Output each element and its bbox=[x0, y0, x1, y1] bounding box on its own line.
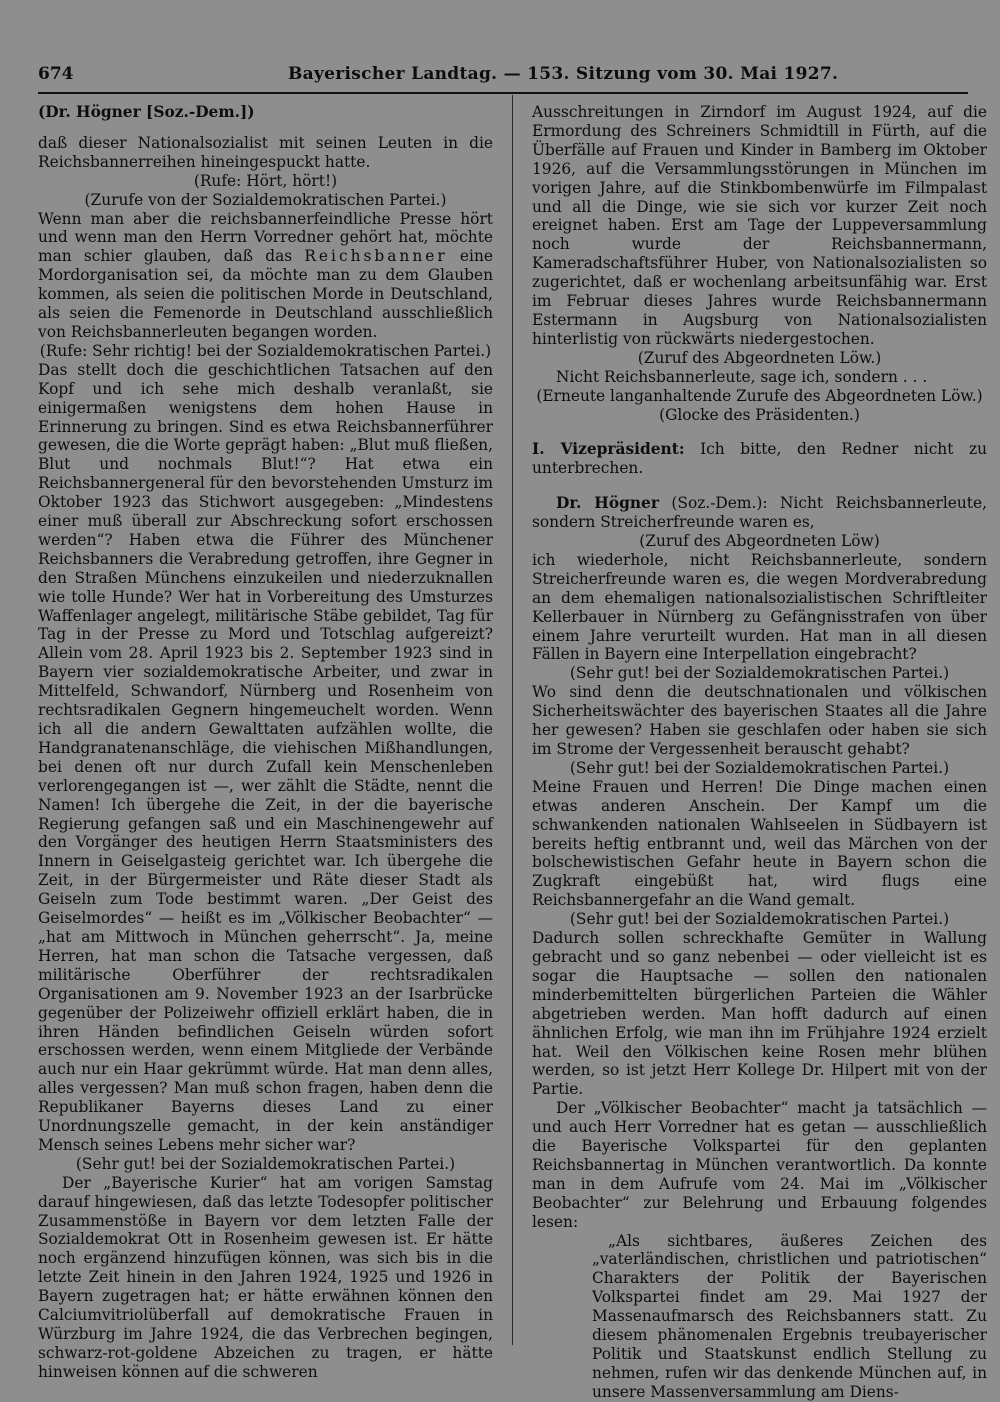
paragraph: ich wiederhole, nicht Reichsbannerleute, sondern Streicherfreunde waren es, die wegen Mordverabredung an dem ehemaligen nationalsozialistischen Schriftleiter Kellerbauer in Nürnberg zu Gefängnisstrafen von über einem Jahre verurteilt wurden. Hat man in all diesen Fällen in Bayern eine Interpellation eingebracht? bbox=[532, 550, 987, 664]
interjection: (Zurufe von der Sozialdemokratischen Partei.) bbox=[84, 190, 447, 209]
paragraph bbox=[38, 210, 493, 342]
interjection: (Zuruf des Abgeordneten Löw.) bbox=[637, 348, 882, 367]
paragraph: Der „Völkischer Beobachter“ macht ja tatsächlich — und auch Herr Vorredner hat es getan — ausschließlich die Bayerische Volkspartei für den geplanten Reichsbannertag in München verantwortlich. Da konnte man in dem Aufrufe vom 24. Mai im „Völkischer Beobachter“ zur Belehrung und Erbauung folgendes lesen: bbox=[532, 1099, 987, 1231]
column-divider bbox=[512, 95, 513, 1345]
paragraph: Nicht Reichsbannerleute, sage ich, sondern . . . bbox=[556, 367, 928, 386]
speaker-heading: (Dr. Högner [Soz.-Dem.]) bbox=[38, 103, 255, 121]
paragraph: Das stellt doch die geschichtlichen Tatsachen auf den Kopf und ich sehe mich deshalb veranlaßt, sie einigermaßen wenigstens dem hohen Hause in Erinnerung zu bringen. Sind es etwa Reichsbannerführer gewesen, die die Worte geprägt haben: „Blut muß fließen, Blut und nochmals Blut!“? Hat etwa ein Reichsbannergeneral für den bevorstehenden Umsturz im Oktober 1923 das Stichwort ausgegeben: „Mindestens einer muß überall zur Abschreckung sofort erschossen werden“? Haben etwa die Führer des Münchener Reichsbanners die Verabredung getroffen, ihre Gegner in den Straßen Münchens einzukeilen und niederzuknallen wie tolle Hunde? Wer hat in Vorbereitung des Umsturzes Waffenlager angelegt, militärische Stäbe gebildet, Tag für Tag in der Presse zu Mord und Totschlag aufgereizt? Allein vom 28. April 1923 bis 2. September 1923 sind in Bayern vier sozialdemokratische Arbeiter, und zwar in Mittelfeld, Schwandorf, Nürnberg und Rosenheim von rechtsradikalen Gegnern hingemeuchelt worden. Wenn ich all die andern Gewalttaten aufzählen wollte, die Handgranatenanschläge, die viehischen Mißhandlungen, bei denen oft nur durch Zufall kein Menschenleben verlorengegangen ist —, wer zählt die Städte, nennt die Namen! Ich übergehe die Zeit, in der die bayerische Regierung gefangen saß und ein Maschinengewehr auf den Vorgänger des heutigen Herrn Staatsministers des Innern in Geiselgasteig gerichtet war. Ich übergehe die Zeit, in der Bürgermeister und Räte dieser Stadt als Geiseln zum Tode bestimmt waren. „Der Geist des Geiselmordes“ — heißt es im „Völkischer Beobachter“ — „hat am Mittwoch in München geherrscht“. Ja, meine Herren, hat man schon die Tatsache vergessen, daß militärische Oberführer der rechtsradikalen Organisationen am 9. November 1923 an der Isarbrücke gegenüber der Polizeiwehr offiziell erklärt haben, die in ihren Händen befindlichen Geiseln würden sofort erschossen werden, wenn einem Mitgliede der Verbände auch nur ein Haar gekrümmt würde. Hat man denn alles, alles vergessen? Man muß schon fragen, haben denn die Republikaner Bayerns dieses Land zu einer Unordnungszelle gemacht, in der kein anständiger Mensch seines Lebens mehr sicher war? bbox=[38, 360, 493, 1154]
text-run: Wenn man aber die reichsbannerfeindliche Presse hört und wenn man den Herrn Vorredner gehört hat, möchte man schier glauben, daß das bbox=[38, 209, 493, 266]
right-column bbox=[532, 103, 987, 1401]
paragraph: Meine Frauen und Herren! Die Dinge machen einen etwas anderen Anschein. Der Kampf um die schwankenden nationalen Wahlseelen in Südbayern ist bereits heftig entbrannt und, weil das Märchen von der bolschewistischen Gefahr heute in Bayern schon die Zugkraft eingebüßt hat, wird flugs eine Reichsbannergefahr an die Wand gemalt. bbox=[532, 777, 987, 910]
interjection: (Sehr gut! bei der Sozialdemokratischen Partei.) bbox=[569, 910, 950, 929]
spaced-word: Reichsbanner bbox=[304, 247, 448, 266]
interjection: (Erneute langanhaltende Zurufe des Abgeordneten Löw.) bbox=[536, 386, 983, 405]
speaker-remark bbox=[532, 494, 987, 532]
interjection: (Glocke des Präsidenten.) bbox=[659, 405, 860, 424]
paragraph: Dadurch sollen schreckhafte Gemüter in Wallung gebracht und so ganz nebenbei — oder vielleicht ist es sogar die Hauptsache — sollen den nationalen minderbemittelten bürgerlichen Parteien die Wähler abgetrieben werden. Man hofft dadurch auf einen ähnlichen Erfolg, wie man ihn im Frühjahre 1924 erzielt hat. Weil den Völkischen keine Rosen mehr blühen werden, so ist jetzt Herr Kollege Dr. Hilpert mit von der Partie. bbox=[532, 929, 987, 1099]
speaker-label: Dr. Högner bbox=[556, 494, 659, 513]
block-quote: „Als sichtbares, äußeres Zeichen des „vaterländischen, christlichen und patriotischen“ Charakters der Politik der Bayerischen Volkspartei findet am 29. Mai 1927 der Massenaufmarsch des Reichsbanners statt. Zu diesem phänomenalen Ergebnis treubayerischer Politik und Staatskunst endlich Stellung zu nehmen, rufen wir das denkende München auf, in unsere Massenversammlung am Diens- bbox=[592, 1231, 987, 1401]
left-column bbox=[38, 103, 493, 1381]
paragraph: Wo sind denn die deutschnationalen und völkischen Sicherheitswächter des bayerischen Staates all die Jahre her gewesen? Haben sie geschlafen oder haben sie sich im Strome der Vergessenheit berauscht gehabt? bbox=[532, 683, 987, 758]
speaker-label: I. Vizepräsident: bbox=[532, 440, 685, 459]
page-header bbox=[38, 62, 968, 94]
interjection: (Sehr gut! bei der Sozialdemokratischen Partei.) bbox=[569, 758, 950, 777]
text-run: Ich bitte, den Redner nicht zu unterbrechen. bbox=[532, 440, 987, 478]
text-run: eine Mordorganisation sei, da möchte man zu dem Glauben kommen, als seien die politischen Morde in Deutschland, als seien die Femenorde in Deutschland ausschließlich von Reichsbannerleuten begangen worden. bbox=[38, 247, 493, 341]
interjection: (Sehr gut! bei der Sozialdemokratischen Partei.) bbox=[569, 664, 950, 683]
vice-president-remark bbox=[532, 440, 987, 478]
paragraph: Ausschreitungen in Zirndorf im August 1924, auf die Ermordung des Schreiners Schmidtill in Fürth, auf die Überfälle auf Frauen und Kinder in Bamberg im Oktober 1926, auf die Versammlungsstörungen in München im vorigen Jahre, auf die Stinkbombenwürfe im Filmpalast und all die Dinge, wie sie sich vor kurzer Zeit noch ereignet haben. Erst am Tage der Luppeversammlung noch wurde der Reichsbannermann, Kameradschaftsführer Huber, von Nationalsozialisten so zugerichtet, daß er wochenlang arbeitsunfähig war. Erst im Februar dieses Jahres wurde Reichsbannermann Estermann in Augsburg von Nationalsozialisten hinterlistig von rückwärts niedergestochen. bbox=[532, 103, 987, 348]
interjection: (Zuruf des Abgeordneten Löw) bbox=[639, 532, 880, 551]
text-run: (Soz.-Dem.): Nicht Reichsbannerleute, sondern Streicherfreunde waren es, bbox=[532, 494, 987, 532]
interjection: (Rufe: Sehr richtig! bei der Sozialdemokratischen Partei.) bbox=[39, 341, 492, 360]
interjection: (Rufe: Hört, hört!) bbox=[193, 171, 338, 190]
page-number: 674 bbox=[38, 64, 74, 84]
running-head: Bayerischer Landtag. — 153. Sitzung vom 30. Mai 1927. bbox=[288, 64, 839, 84]
paragraph: daß dieser Nationalsozialist mit seinen Leuten in die Reichsbannerreihen hineingespuckt hatte. bbox=[38, 133, 493, 171]
interjection: (Sehr gut! bei der Sozialdemokratischen Partei.) bbox=[75, 1154, 456, 1173]
paragraph: Der „Bayerische Kurier“ hat am vorigen Samstag darauf hingewiesen, daß das letzte Todesopfer politischer Zusammenstöße in Bayern vor dem letzten Falle der Sozialdemokrat Ott in Rosenheim gewesen ist. Er hätte noch ergänzend hinzufügen können, was sich bis in die letzte Zeit hinein in den Jahren 1924, 1925 und 1926 in Bayern zugetragen hat; er hätte erwähnen können den Calciumvitriolüberfall auf demokratische Frauen in Würzburg im Jahre 1924, die das Verbrechen begingen, schwarz-rot-goldene Abzeichen zu tragen, er hätte hinweisen können auf die schweren bbox=[38, 1173, 493, 1381]
